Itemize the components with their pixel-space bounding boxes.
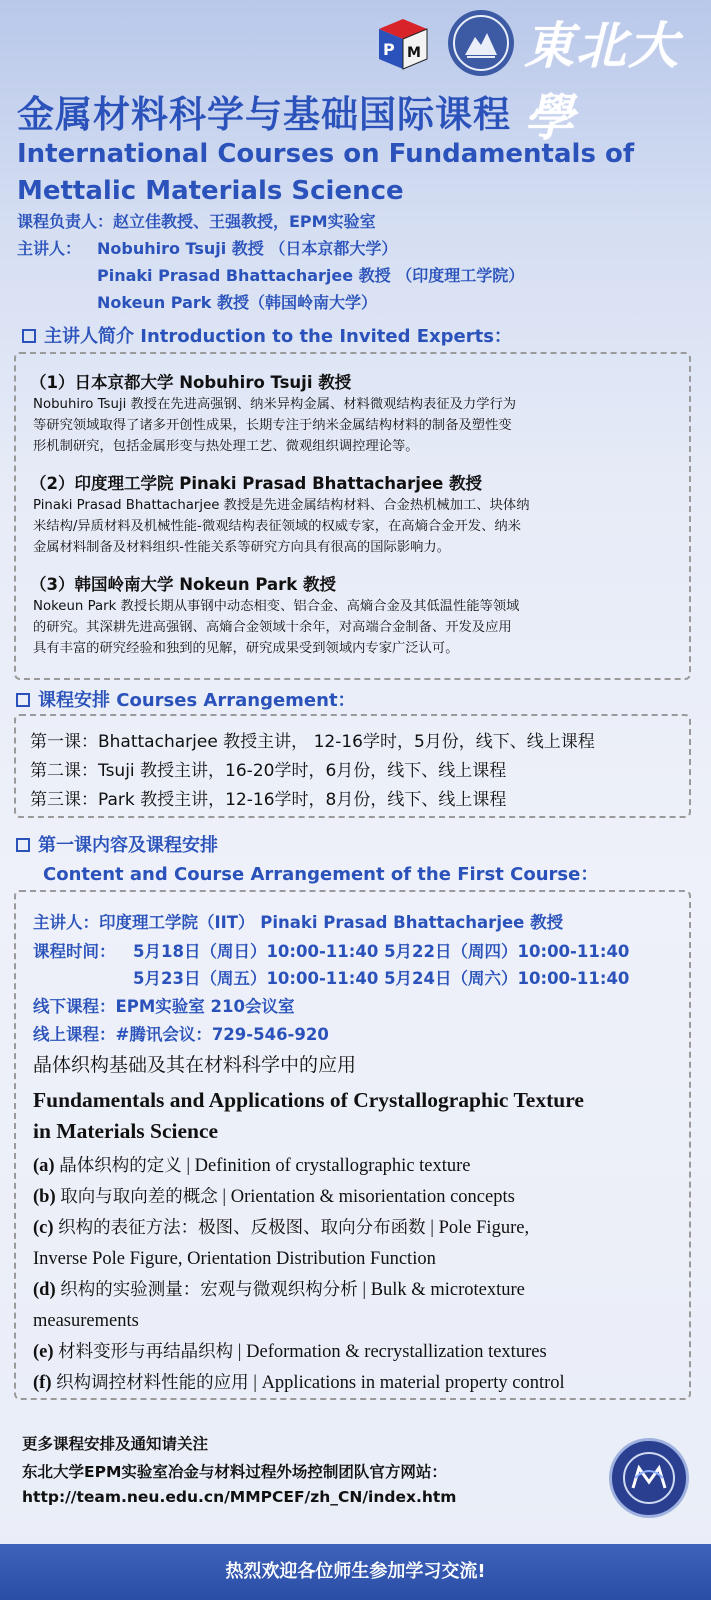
checkbox-square-icon	[22, 329, 36, 343]
topic-item-c-cont: Inverse Pole Figure, Orientation Distribution Function	[33, 1249, 436, 1269]
topic-item-a: (a) 晶体织构的定义 | Definition of crystallographic texture	[33, 1156, 471, 1176]
first-course-time-line2: 5月23日（周五）10:00-11:40 5月24日（周六）10:00-11:40	[133, 969, 630, 988]
page-title-en	[17, 136, 634, 210]
first-course-offline: 线下课程：EPM实验室 210会议室	[33, 997, 295, 1016]
expert-2-bio: Pinaki Prasad Bhattacharjee 教授是先进金属结构材料、合金热机械加工、块体纳 米结构/异质材料及机械性能-微观结构表征领域的权威专家，在高熵合金开发、纳米 金属材料制备及材料组织-性能关系等研究方向具有很高的国际影响力。	[33, 498, 530, 555]
course-line-2: 第二课：Tsuji 教授主讲，16-20学时，6月份，线下、线上课程	[30, 761, 507, 781]
courses-heading: 课程安排 Courses Arrangement：	[16, 686, 356, 712]
team-emblem-icon	[609, 1438, 689, 1518]
page-title-cn: 金属材料科学与基础国际课程	[17, 93, 511, 136]
welcome-message: 热烈欢迎各位师生参加学习交流!	[225, 1561, 486, 1582]
topic-title-en: Fundamentals and Applications of Crystallographic Texture in Materials Science	[33, 1088, 584, 1143]
topic-item-f: (f) 织构调控材料性能的应用 | Applications in material property control	[33, 1373, 565, 1393]
footer-follow-note: 更多课程安排及通知请关注	[22, 1435, 209, 1453]
topic-items	[33, 1151, 693, 1399]
lecturer-1: Nobuhiro Tsuji 教授 （日本京都大学）	[97, 239, 398, 258]
topic-item-e: (e) 材料变形与再结晶织构 | Deformation & recrystallization textures	[33, 1342, 547, 1362]
topic-item-d: (d) 织构的实验测量：宏观与微观织构分析 | Bulk & microtexture	[33, 1280, 525, 1300]
footer-website-label: 东北大学EPM实验室冶金与材料过程外场控制团队官方网站：	[22, 1463, 447, 1481]
experts-heading: 主讲人简介 Introduction to the Invited Experts：	[22, 322, 512, 348]
expert-1-bio: Nobuhiro Tsuji 教授在先进高强钢、纳米异构金属、材料微观结构表征及力学行为 等研究领域取得了诸多开创性成果，长期专注于纳米金属结构材料的制备及塑性变 形机制研究，包括金属形变与热处理工艺、微观组织调控理论等。	[33, 397, 517, 454]
expert-2-title: （2）印度理工学院 Pinaki Prasad Bhattacharjee 教授	[30, 474, 483, 493]
first-course-online: 线上课程：#腾讯会议：729-546-920	[33, 1025, 329, 1044]
lecturers-label: 主讲人：	[17, 239, 82, 258]
page-title-en-line2: Mettalic Materials Science	[17, 176, 404, 206]
university-name-calligraphy: 東北大學	[524, 16, 680, 147]
course-line-3: 第三课：Park 教授主讲，12-16学时，8月份，线下、线上课程	[30, 790, 507, 810]
first-course-heading-en: Content and Course Arrangement of the First Course：	[43, 864, 599, 885]
topic-item-b: (b) 取向与取向差的概念 | Orientation & misorientation concepts	[33, 1187, 515, 1207]
svg-text:M: M	[407, 45, 421, 61]
university-seal-icon	[448, 10, 514, 76]
topic-title-cn: 晶体织构基础及其在材料科学中的应用	[33, 1054, 357, 1076]
course-organizer: 课程负责人：赵立佳教授、王强教授，EPM实验室	[17, 212, 376, 231]
expert-3-title: （3）韩国岭南大学 Nokeun Park 教授	[30, 575, 336, 594]
first-course-time-label: 课程时间：	[33, 942, 116, 961]
checkbox-square-icon	[16, 693, 30, 707]
svg-text:P: P	[383, 40, 395, 59]
topic-item-d-cont: measurements	[33, 1311, 139, 1331]
topic-item-c: (c) 织构的表征方法：极图、反极图、取向分布函数 | Pole Figure,	[33, 1218, 530, 1238]
expert-3-bio: Nokeun Park 教授长期从事钢中动态相变、铝合金、高熵合金及其低温性能等领域 的研究。其深耕先进高强钢、高熵合金领域十余年，对高端合金制备、开发及应用 具有丰富的研究经验和独到的见解，研究成果受到领域内专家广泛认可。	[33, 599, 520, 656]
footer-url-link[interactable]: http://team.neu.edu.cn/MMPCEF/zh_CN/index.htm	[22, 1488, 457, 1506]
lecturer-3: Nokeun Park 教授（韩国岭南大学）	[97, 293, 377, 312]
first-course-heading-cn: 第一课内容及课程安排	[16, 831, 218, 857]
checkbox-square-icon	[16, 838, 30, 852]
first-course-time-line1: 5月18日（周日）10:00-11:40 5月22日（周四）10:00-11:40	[133, 942, 630, 961]
epm-logo	[373, 15, 431, 73]
expert-1-title: （1）日本京都大学 Nobuhiro Tsuji 教授	[30, 373, 352, 392]
first-course-lecturer: 主讲人：印度理工学院（IIT） Pinaki Prasad Bhattacharjee 教授	[33, 913, 564, 932]
course-line-1: 第一课：Bhattacharjee 教授主讲， 12-16学时，5月份，线下、线上课程	[30, 732, 595, 752]
page-title-en-line1: International Courses on Fundamentals of	[17, 139, 635, 169]
lecturer-2: Pinaki Prasad Bhattacharjee 教授 （印度理工学院）	[97, 266, 525, 285]
